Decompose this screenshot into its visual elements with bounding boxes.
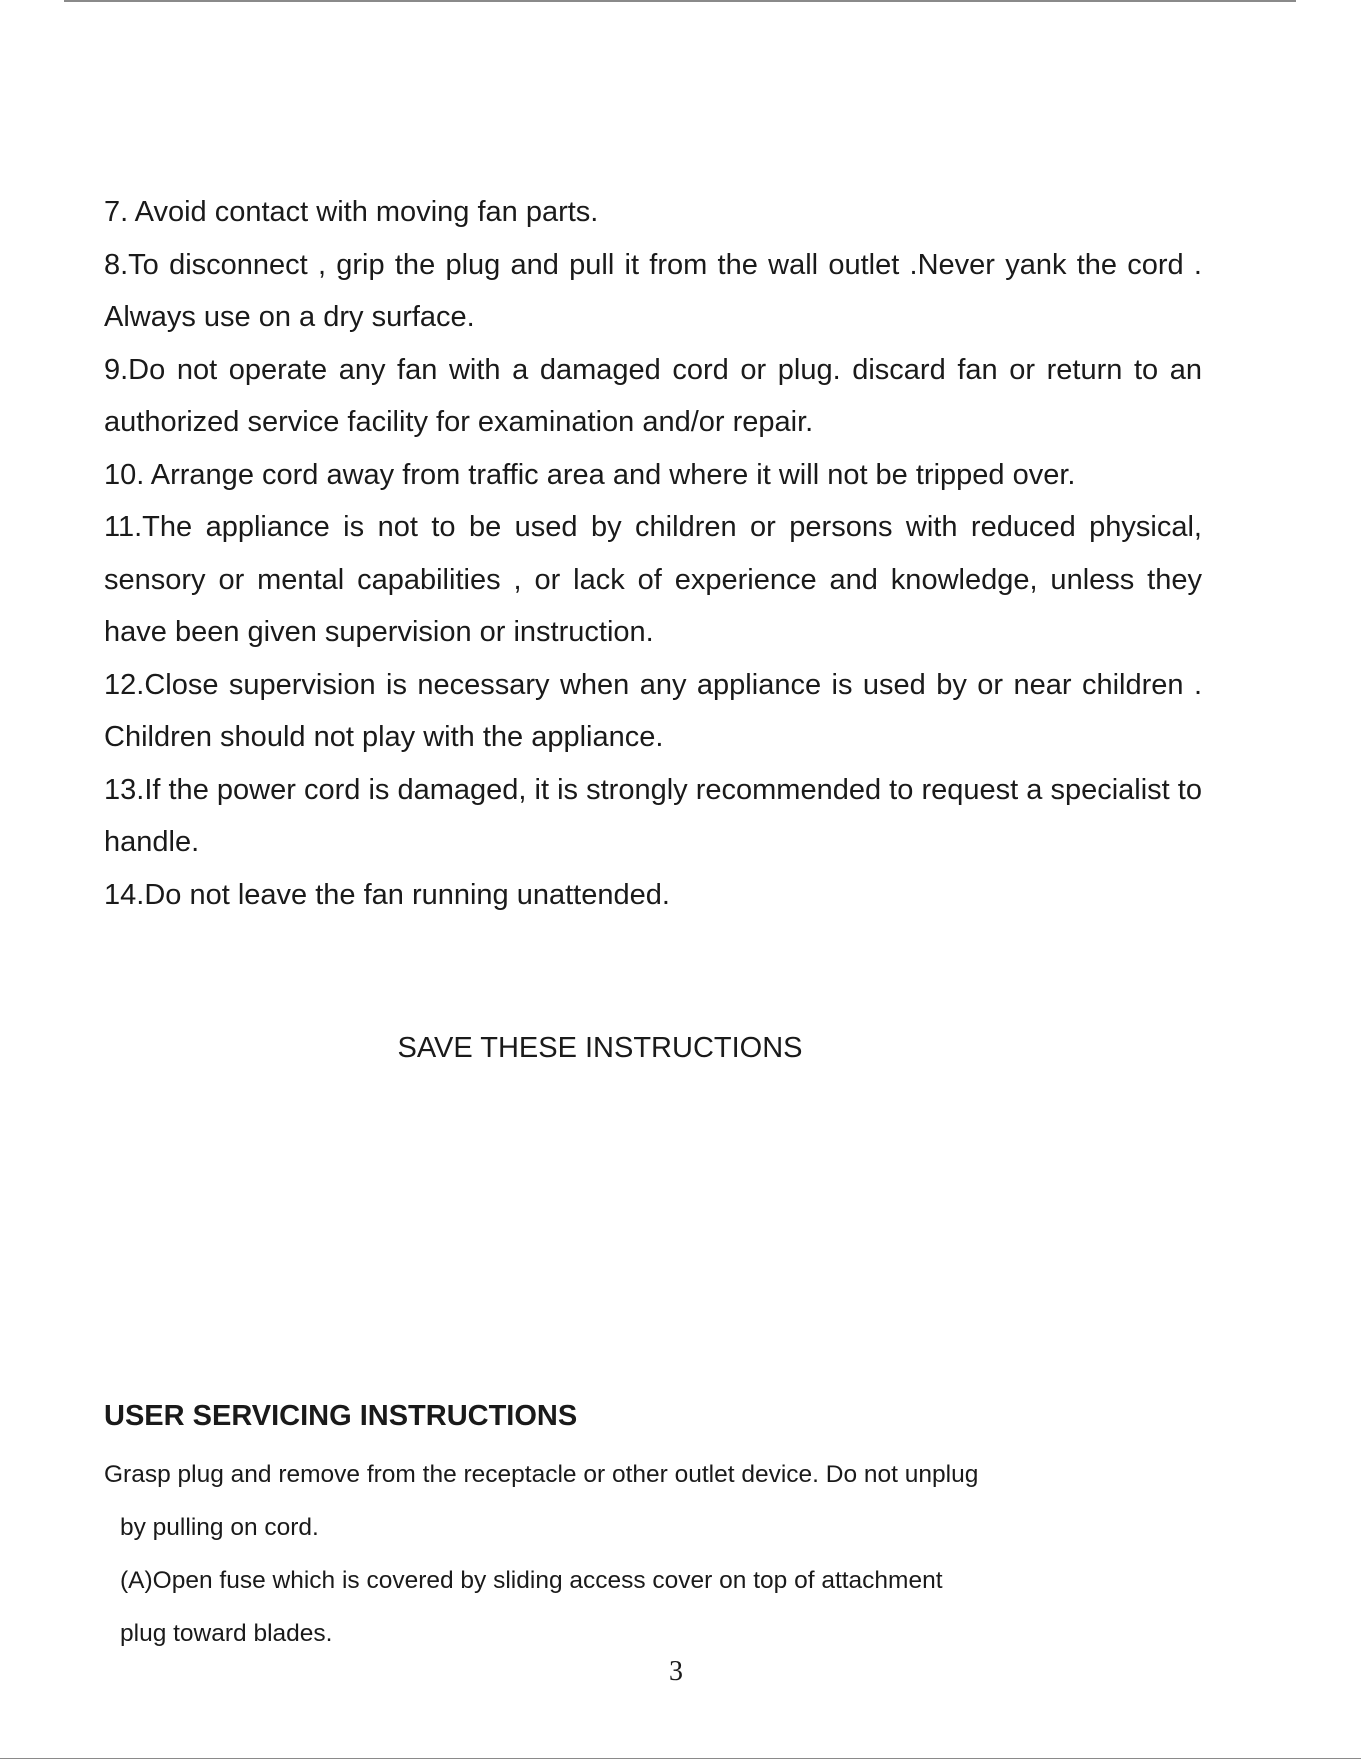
top-divider	[64, 0, 1296, 2]
bottom-divider	[0, 1758, 1361, 1759]
servicing-heading: USER SERVICING INSTRUCTIONS	[104, 1400, 578, 1432]
safety-item-12: 12.Close supervision is necessary when any appliance is used by or near children . Children should not play with the appliance.	[104, 668, 1202, 753]
safety-item-9: 9.Do not operate any fan with a damaged cord or plug. discard fan or return to an authorized service facility for examination and/or repair.	[104, 353, 1202, 438]
save-instructions-notice	[0, 1022, 1200, 1074]
page-number: 3	[669, 1656, 683, 1687]
safety-item-11: 11.The appliance is not to be used by children or persons with reduced physical, sensory or mental capabilities , or lack of experience and knowledge, unless they have been given supervision or instruction.	[104, 511, 1202, 648]
user-servicing-section	[104, 1396, 1204, 1660]
servicing-line-4: plug toward blades.	[120, 1620, 333, 1647]
safety-item-8: 8.To disconnect , grip the plug and pull it from the wall outlet .Never yank the cord . Always use on a dry surface.	[104, 248, 1202, 333]
save-instructions-text: SAVE THESE INSTRUCTIONS	[397, 1032, 803, 1064]
safety-item-10: 10. Arrange cord away from traffic area and where it will not be tripped over.	[104, 458, 1076, 491]
safety-item-13: 13.If the power cord is damaged, it is strongly recommended to request a specialist to handle.	[104, 773, 1202, 858]
servicing-line-3: (A)Open fuse which is covered by sliding access cover on top of attachment	[120, 1567, 943, 1594]
safety-item-7: 7. Avoid contact with moving fan parts.	[104, 196, 599, 228]
servicing-line-2: by pulling on cord.	[120, 1514, 319, 1541]
servicing-line-1: Grasp plug and remove from the receptacle or other outlet device. Do not unplug	[104, 1461, 979, 1488]
safety-instructions-list	[104, 186, 1202, 921]
safety-item-14: 14.Do not leave the fan running unattended.	[104, 878, 670, 911]
